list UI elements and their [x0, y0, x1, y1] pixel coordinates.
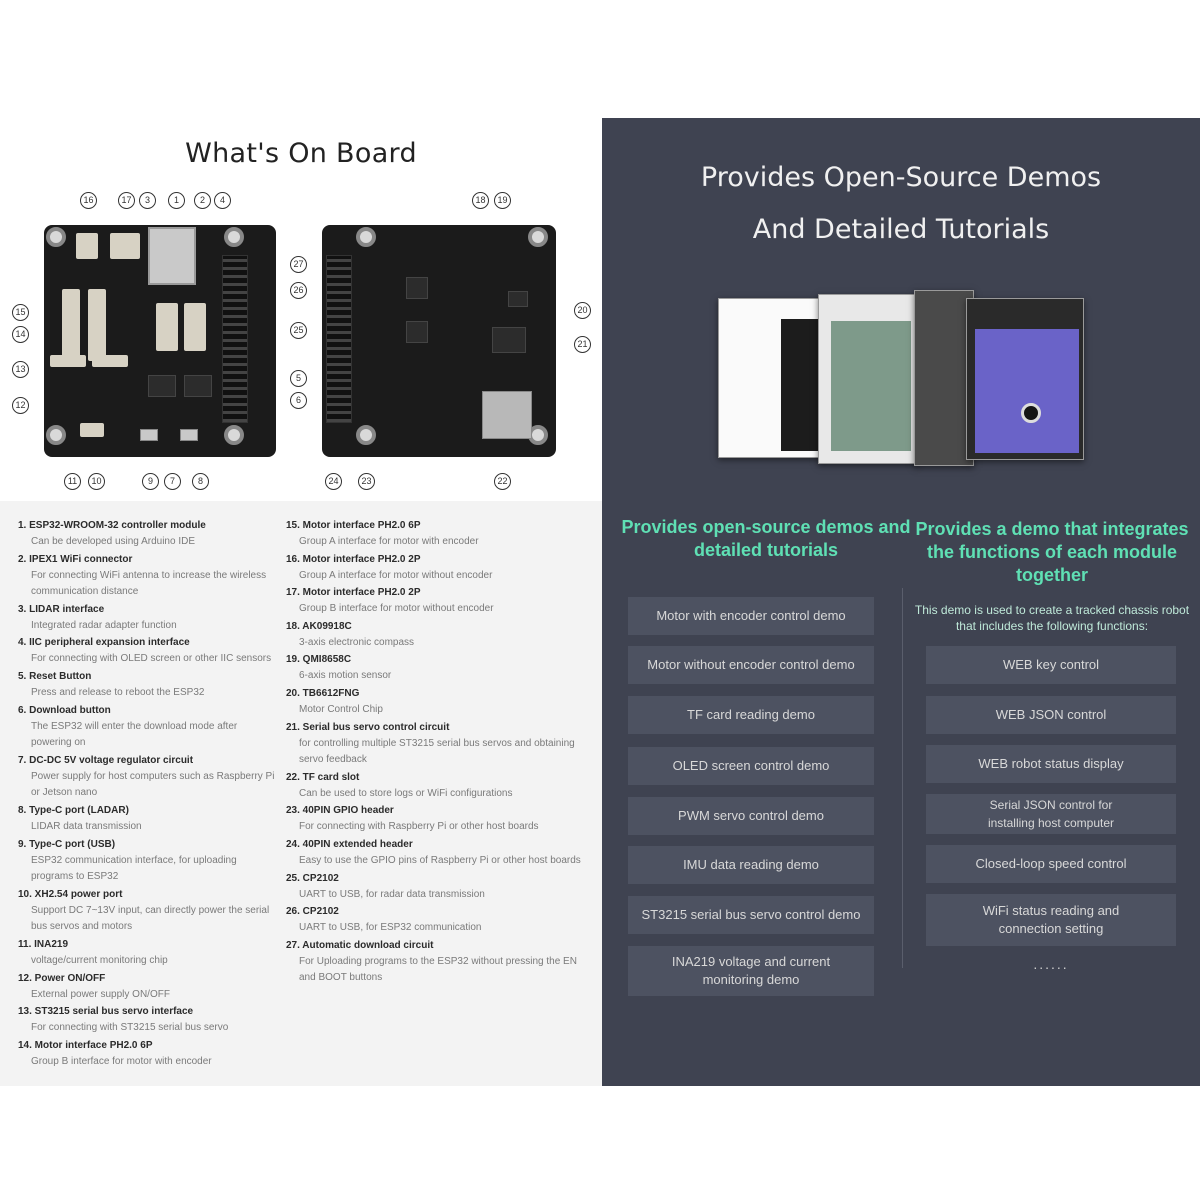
callout: 16 — [80, 192, 97, 209]
spec-title: 13. ST3215 serial bus servo interface — [18, 1006, 194, 1018]
col2-note: This demo is used to create a tracked chassis robot that includes the following functions: — [914, 603, 1190, 633]
demo-motor-no-encoder[interactable]: Motor without encoder control demo — [628, 646, 874, 684]
spec-description: External power supply ON/OFF — [31, 988, 170, 1000]
spec-item — [286, 937, 586, 987]
spec-description: voltage/current monitoring chip — [31, 954, 168, 966]
mount-hole — [46, 227, 66, 247]
callout: 24 — [325, 473, 342, 490]
spec-description: 3-axis electronic compass — [299, 636, 415, 648]
callout: 22 — [494, 473, 511, 490]
spec-title: 14. Motor interface PH2.0 6P — [18, 1039, 153, 1051]
spec-item — [18, 970, 280, 1004]
spec-description: Motor Control Chip — [299, 703, 383, 715]
pin-header — [222, 255, 248, 423]
connector — [184, 303, 206, 351]
callout: 4 — [214, 192, 231, 209]
callout: 12 — [12, 397, 29, 414]
board-back-image — [322, 225, 556, 457]
screenshot-window — [966, 298, 1084, 460]
callout: 26 — [290, 282, 307, 299]
spec-column-2 — [286, 517, 586, 987]
spec-description: Can be used to store logs or WiFi configurations — [299, 787, 513, 799]
software-screenshots — [718, 290, 1090, 470]
spec-title: 20. TB6612FNG — [286, 687, 360, 699]
spec-title: 22. TF card slot — [286, 771, 360, 783]
spec-title: 23. 40PIN GPIO header — [286, 805, 394, 817]
spec-title: 9. Type-C port (USB) — [18, 838, 116, 850]
onboard-panel — [0, 118, 602, 1086]
connector — [110, 233, 140, 259]
demo-oled[interactable]: OLED screen control demo — [628, 747, 874, 785]
demo-imu[interactable]: IMU data reading demo — [628, 846, 874, 884]
chip — [406, 321, 428, 343]
spec-description: The ESP32 will enter the download mode after powering on — [31, 720, 238, 749]
screenshot-window — [718, 298, 822, 458]
spec-title: 6. Download button — [18, 704, 111, 716]
chip — [406, 277, 428, 299]
spec-item — [18, 886, 280, 936]
usb-port — [140, 429, 158, 441]
col1-heading: Provides open-source demos and detailed tutorials — [621, 517, 911, 560]
mount-hole — [356, 425, 376, 445]
callout: 17 — [118, 192, 135, 209]
spec-item — [18, 601, 280, 635]
spec-item — [18, 836, 280, 886]
spec-list — [0, 501, 602, 1086]
screenshot-window — [914, 290, 974, 466]
spec-description: For connecting WiFi antenna to increase the wireless communication distance — [31, 569, 267, 598]
spec-description: for controlling multiple ST3215 serial bus servos and obtaining servo feedback — [299, 737, 575, 766]
spec-title: 11. INA219 — [18, 938, 69, 950]
spec-item — [18, 1037, 280, 1071]
feature-wifi[interactable]: WiFi status reading and connection setting — [926, 894, 1176, 946]
spec-item — [286, 618, 586, 652]
spec-item — [18, 1003, 280, 1037]
callout: 7 — [164, 473, 181, 490]
callout: 2 — [194, 192, 211, 209]
tf-card-slot — [482, 391, 532, 439]
usb-port — [180, 429, 198, 441]
spec-item — [18, 702, 280, 752]
spec-title: 18. AK09918C — [286, 620, 352, 632]
demos-title-line1: Provides Open-Source Demos — [700, 162, 1102, 193]
spec-description: 6-axis motion sensor — [299, 670, 392, 682]
connector — [92, 355, 128, 367]
callout: 5 — [290, 370, 307, 387]
spec-title: 17. Motor interface PH2.0 2P — [286, 587, 421, 599]
spec-description: Group B interface for motor without encoder — [299, 603, 494, 615]
spec-description: Integrated radar adapter function — [31, 619, 177, 631]
connector — [50, 355, 86, 367]
spec-item — [18, 936, 280, 970]
connector — [156, 303, 178, 351]
spec-item — [286, 769, 586, 803]
spec-item — [286, 651, 586, 685]
spec-title: 2. IPEX1 WiFi connector — [18, 553, 133, 565]
demos-title-line2: And Detailed Tutorials — [752, 214, 1050, 245]
spec-description: Power supply for host computers such as Raspberry Pi or Jetson nano — [31, 770, 275, 799]
spec-description: UART to USB, for radar data transmission — [299, 888, 485, 900]
spec-item — [286, 551, 586, 585]
spec-title: 1. ESP32-WROOM-32 controller module — [18, 520, 206, 531]
feature-web-key[interactable]: WEB key control — [926, 646, 1176, 684]
spec-description: For connecting with Raspberry Pi or other host boards — [299, 821, 539, 833]
spec-description: For connecting with OLED screen or other IIC sensors — [31, 653, 272, 665]
demos-panel — [602, 118, 1200, 1086]
spec-title: 4. IIC peripheral expansion interface — [18, 637, 190, 649]
callout: 27 — [290, 256, 307, 273]
spec-description: Can be developed using Arduino IDE — [31, 536, 196, 547]
esp32-module — [148, 227, 196, 285]
spec-title: 26. CP2102 — [286, 906, 339, 918]
spec-item — [18, 551, 280, 601]
spec-title: 21. Serial bus servo control circuit — [286, 721, 450, 733]
callout: 6 — [290, 392, 307, 409]
callout: 20 — [574, 302, 591, 319]
spec-description: Easy to use the GPIO pins of Raspberry Pi or other host boards — [299, 854, 581, 866]
spec-title: 19. QMI8658C — [286, 654, 352, 666]
spec-title: 24. 40PIN extended header — [286, 838, 413, 850]
callout: 11 — [64, 473, 81, 490]
mount-hole — [46, 425, 66, 445]
demo-ina219[interactable]: INA219 voltage and current monitoring demo — [628, 946, 874, 996]
connector — [80, 423, 104, 437]
spec-description: Press and release to reboot the ESP32 — [31, 686, 205, 698]
demo-tf-card[interactable]: TF card reading demo — [628, 696, 874, 734]
feature-serial-json[interactable]: Serial JSON control for installing host computer — [926, 794, 1176, 834]
callout: 13 — [12, 361, 29, 378]
spec-title: 16. Motor interface PH2.0 2P — [286, 553, 421, 565]
connector — [88, 289, 106, 361]
mount-hole — [528, 227, 548, 247]
callout: 1 — [168, 192, 185, 209]
callout: 14 — [12, 326, 29, 343]
spec-title: 10. XH2.54 power port — [18, 888, 123, 900]
callout: 3 — [139, 192, 156, 209]
spec-title: 25. CP2102 — [286, 872, 339, 884]
spec-title: 5. Reset Button — [18, 670, 92, 682]
spec-title: 8. Type-C port (LADAR) — [18, 804, 129, 816]
spec-title: 3. LIDAR interface — [18, 603, 105, 615]
spec-item — [18, 668, 280, 702]
board-front-image — [44, 225, 276, 457]
feature-web-status[interactable]: WEB robot status display — [926, 745, 1176, 783]
chip — [492, 327, 526, 353]
screenshot-marker — [1021, 403, 1041, 423]
spec-item — [18, 517, 280, 551]
mount-hole — [224, 425, 244, 445]
connector — [62, 289, 80, 361]
spec-description: Support DC 7~13V input, can directly power the serial bus servos and motors — [31, 904, 270, 933]
spec-item — [18, 634, 280, 668]
callout: 19 — [494, 192, 511, 209]
screenshot-pane — [831, 321, 911, 451]
mount-hole — [356, 227, 376, 247]
connector — [76, 233, 98, 259]
spec-description: Group A interface for motor with encoder — [299, 536, 479, 547]
spec-column-1 — [18, 517, 280, 1070]
spec-item — [18, 752, 280, 802]
callout: 8 — [192, 473, 209, 490]
demo-st3215[interactable]: ST3215 serial bus servo control demo — [628, 896, 874, 934]
spec-title: 12. Power ON/OFF — [18, 972, 106, 984]
spec-description: For Uploading programs to the ESP32 without pressing the EN and BOOT buttons — [299, 955, 577, 984]
spec-title: 27. Automatic download circuit — [286, 939, 434, 951]
callout: 25 — [290, 322, 307, 339]
spec-item — [286, 836, 586, 870]
spec-description: For connecting with ST3215 serial bus servo — [31, 1022, 229, 1034]
screenshot-window — [818, 294, 918, 464]
spec-description: ESP32 communication interface, for uploading programs to ESP32 — [31, 854, 237, 883]
screenshot-pane — [975, 329, 1079, 453]
pin-header — [326, 255, 352, 423]
column-divider — [902, 588, 903, 968]
onboard-title: What's On Board — [185, 138, 417, 169]
spec-item — [286, 870, 586, 904]
callout: 21 — [574, 336, 591, 353]
spec-description: Group B interface for motor with encoder — [31, 1055, 212, 1067]
feature-web-json[interactable]: WEB JSON control — [926, 696, 1176, 734]
screenshot-pane — [781, 319, 819, 451]
spec-item — [286, 719, 586, 769]
callout: 23 — [358, 473, 375, 490]
demo-pwm-servo[interactable]: PWM servo control demo — [628, 797, 874, 835]
spec-item — [286, 685, 586, 719]
col2-heading: Provides a demo that integrates the functions of each module together — [915, 519, 1189, 585]
callout: 15 — [12, 304, 29, 321]
spec-description: Group A interface for motor without encoder — [299, 569, 493, 581]
chip — [148, 375, 176, 397]
demo-motor-encoder[interactable]: Motor with encoder control demo — [628, 597, 874, 635]
spec-item — [18, 802, 280, 836]
spec-item — [286, 584, 586, 618]
chip — [508, 291, 528, 307]
spec-title: 15. Motor interface PH2.0 6P — [286, 520, 421, 531]
spec-item — [286, 517, 586, 551]
feature-speed-control[interactable]: Closed-loop speed control — [926, 845, 1176, 883]
spec-item — [286, 903, 586, 937]
callout: 18 — [472, 192, 489, 209]
callout: 9 — [142, 473, 159, 490]
mount-hole — [224, 227, 244, 247]
chip — [184, 375, 212, 397]
spec-title: 7. DC-DC 5V voltage regulator circuit — [18, 754, 194, 766]
more-indicator: ...... — [1033, 956, 1069, 972]
spec-item — [286, 802, 586, 836]
spec-description: LIDAR data transmission — [31, 820, 142, 832]
callout: 10 — [88, 473, 105, 490]
spec-description: UART to USB, for ESP32 communication — [299, 922, 482, 934]
